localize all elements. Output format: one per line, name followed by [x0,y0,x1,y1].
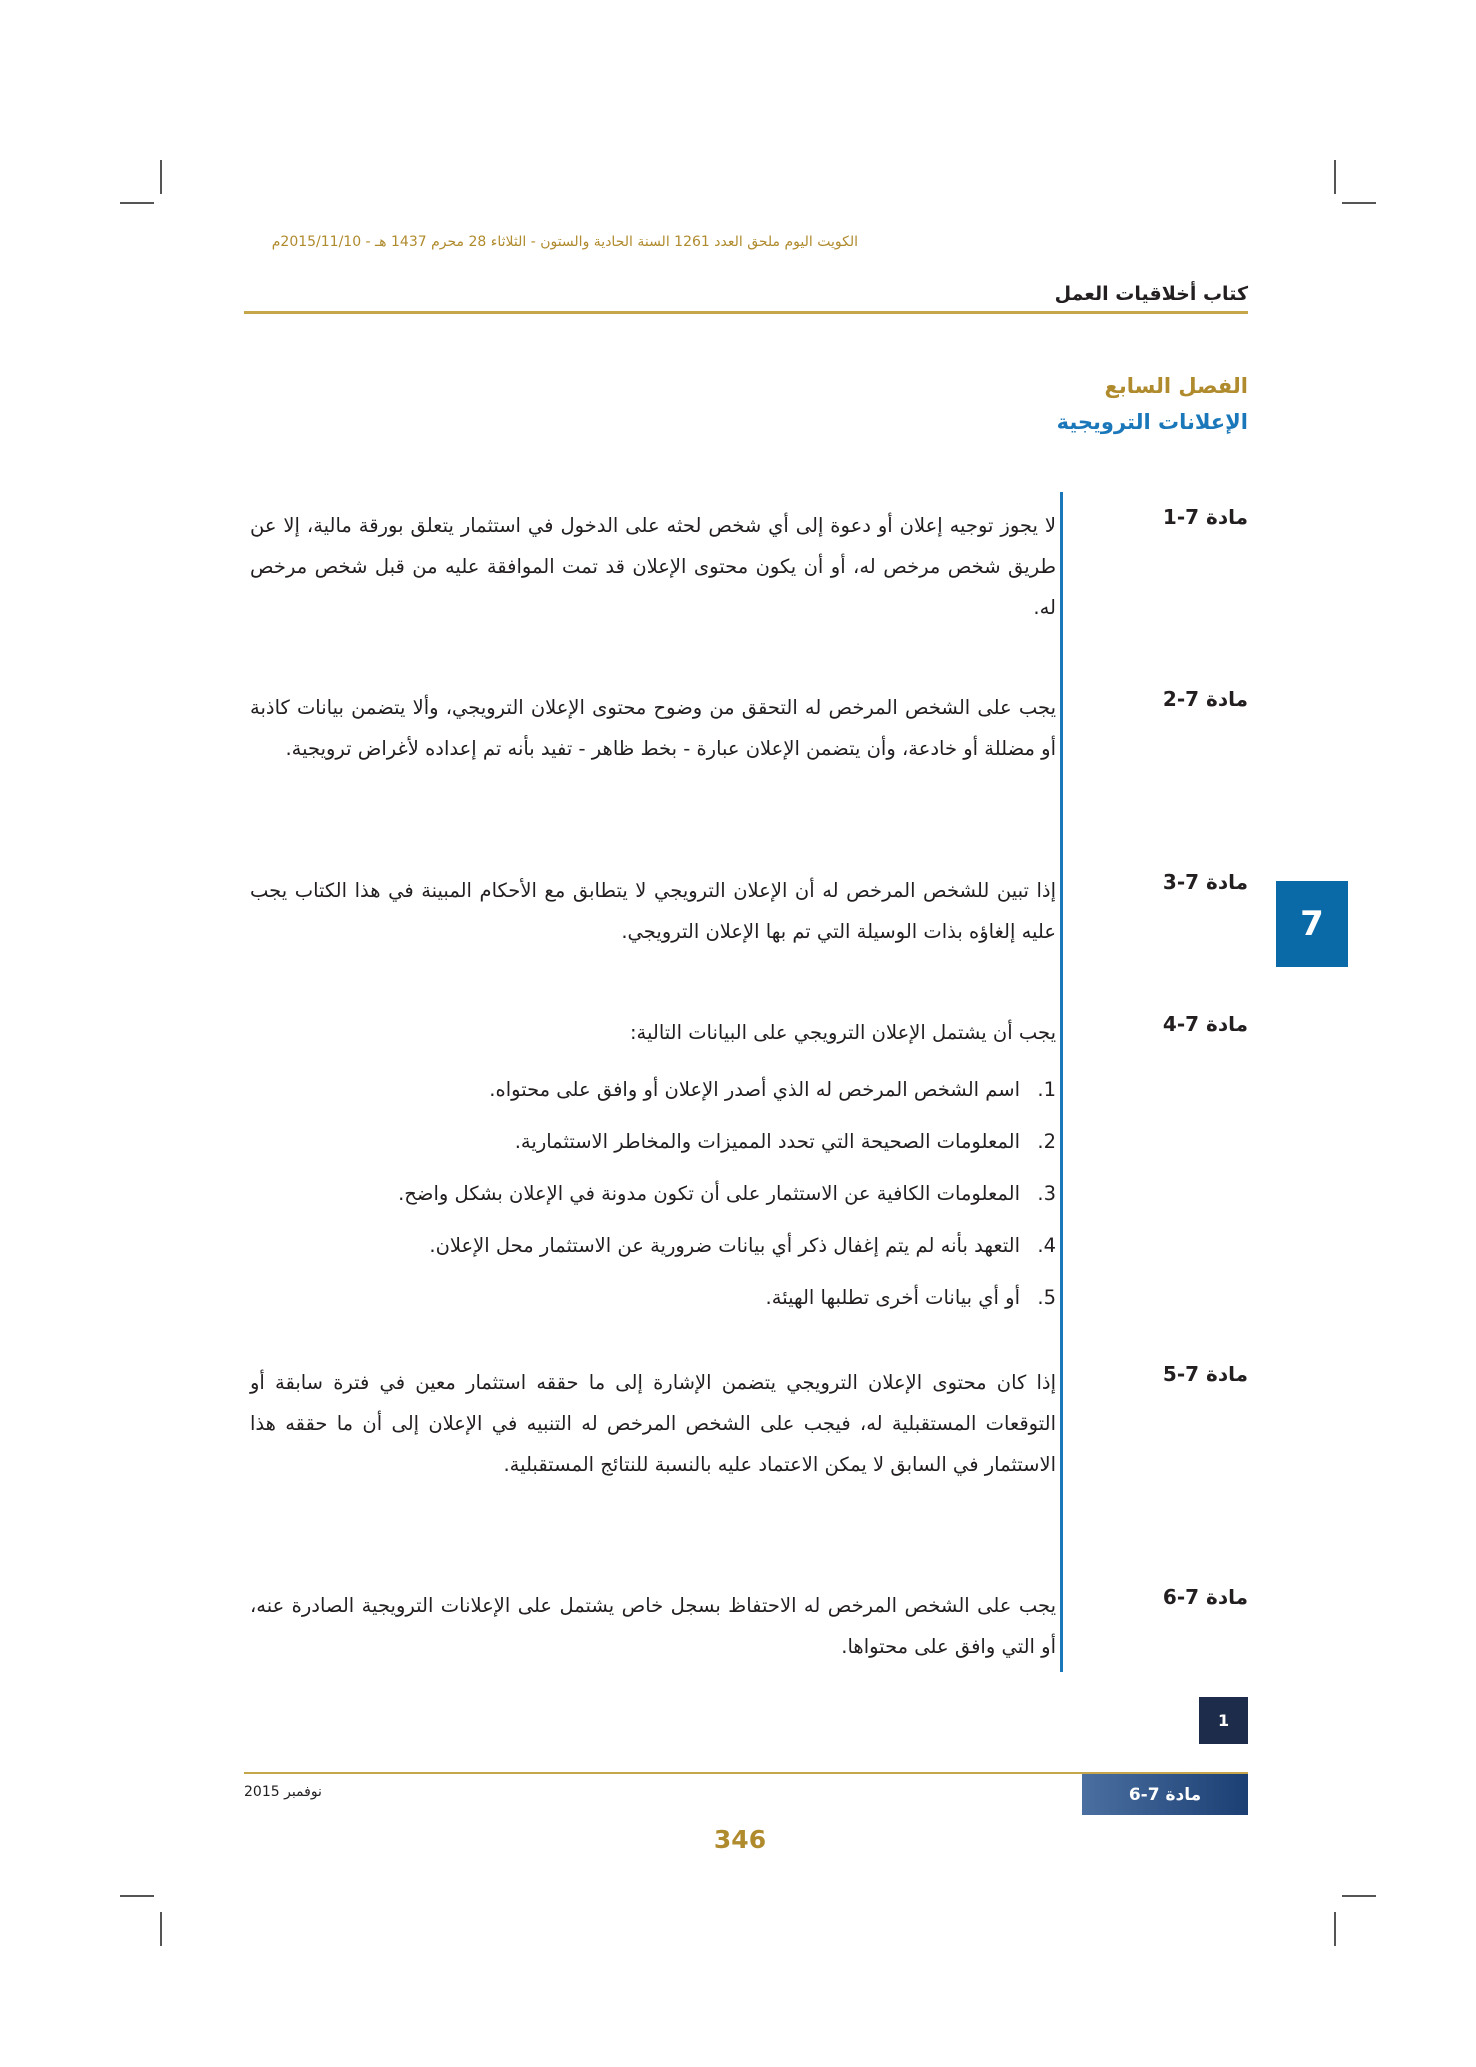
article-text: إذا تبين للشخص المرخص له أن الإعلان الترويجي لا يتطابق مع الأحكام المبينة في هذا الكتاب يجب عليه إلغاؤه بذات الوسيلة التي تم بها الإعلان الترويجي. [250,879,1056,943]
article-items [250,1064,1056,1324]
crop-mark [120,1895,154,1897]
crop-mark [1342,202,1376,204]
folio-number: 346 [713,1825,767,1854]
article-footer-tab[interactable]: مادة 7-6 [1082,1774,1248,1815]
item-text: المعلومات الصحيحة التي تحدد المميزات والمخاطر الاستثمارية. [514,1130,1020,1153]
list-item [250,1272,1056,1324]
chapter-side-tab[interactable]: 7 [1276,881,1348,967]
item-number: 1. [1037,1078,1056,1101]
article-label: مادة 7-3 [1162,870,1248,894]
crop-mark [160,1912,162,1946]
crop-mark [1334,160,1336,194]
article-intro: يجب أن يشتمل الإعلان الترويجي على البيانات التالية: [629,1021,1056,1044]
page-number-box: 1 [1199,1697,1248,1744]
crop-mark [120,202,154,204]
article-text: لا يجوز توجيه إعلان أو دعوة إلى أي شخص لحثه على الدخول في استثمار يتعلق بورقة مالية، إلا عن طريق شخص مرخص له، أو أن يكون محتوى الإعلان قد تمت الموافقة عليه من قبل شخص مرخص له. [250,514,1056,619]
crop-mark [160,160,162,194]
article-label: مادة 7-6 [1162,1585,1248,1609]
item-text: أو أي بيانات أخرى تطلبها الهيئة. [765,1286,1020,1309]
item-text: التعهد بأنه لم يتم إغفال ذكر أي بيانات ضرورية عن الاستثمار محل الإعلان. [429,1234,1020,1257]
item-number: 5. [1037,1286,1056,1309]
article-label: مادة 7-1 [1162,505,1248,529]
item-text: اسم الشخص المرخص له الذي أصدر الإعلان أو وافق على محتواه. [489,1078,1020,1101]
article-label: مادة 7-5 [1162,1362,1248,1386]
article-text: يجب على الشخص المرخص له التحقق من وضوح محتوى الإعلان الترويجي، وألا يتضمن بيانات كاذبة أو مضللة أو خادعة، وأن يتضمن الإعلان عبارة - بخط ظاهر - تفيد بأنه تم إعداده لأغراض ترويجية. [250,696,1056,760]
content-divider [1060,492,1063,1672]
item-text: المعلومات الكافية عن الاستثمار على أن تكون مدونة في الإعلان بشكل واضح. [398,1182,1020,1205]
item-number: 4. [1037,1234,1056,1257]
item-number: 3. [1037,1182,1056,1205]
list-item [250,1168,1056,1220]
article-text: يجب على الشخص المرخص له الاحتفاظ بسجل خاص يشتمل على الإعلانات الترويجية الصادرة عنه، أو التي وافق على محتواها. [250,1594,1056,1658]
book-title: كتاب أخلاقيات العمل [1054,283,1248,305]
list-item [250,1220,1056,1272]
chapter-subtitle: الإعلانات الترويجية [1056,410,1248,434]
issue-date: نوفمبر 2015 [244,1784,322,1800]
article-text: إذا كان محتوى الإعلان الترويجي يتضمن الإشارة إلى ما حققه استثمار معين في فترة سابقة أو التوقعات المستقبلية له، فيجب على الشخص المرخص له التنبيه في الإعلان إلى أن ما حققه هذا الاستثمار في السابق لا يمكن الاعتماد عليه بالنسبة للنتائج المستقبلية. [250,1371,1056,1476]
crop-mark [1334,1912,1336,1946]
header-rule [244,311,1248,314]
chapter-title: الفصل السابع [1104,374,1248,398]
list-item [250,1064,1056,1116]
gazette-line: الكويت اليوم ملحق العدد 1261 السنة الحادية والستون - الثلاثاء 28 محرم 1437 هـ - 2015/11/10م [271,234,858,250]
list-item [250,1116,1056,1168]
item-number: 2. [1037,1130,1056,1153]
crop-mark [1342,1895,1376,1897]
article-label: مادة 7-2 [1162,687,1248,711]
article-label: مادة 7-4 [1162,1012,1248,1036]
